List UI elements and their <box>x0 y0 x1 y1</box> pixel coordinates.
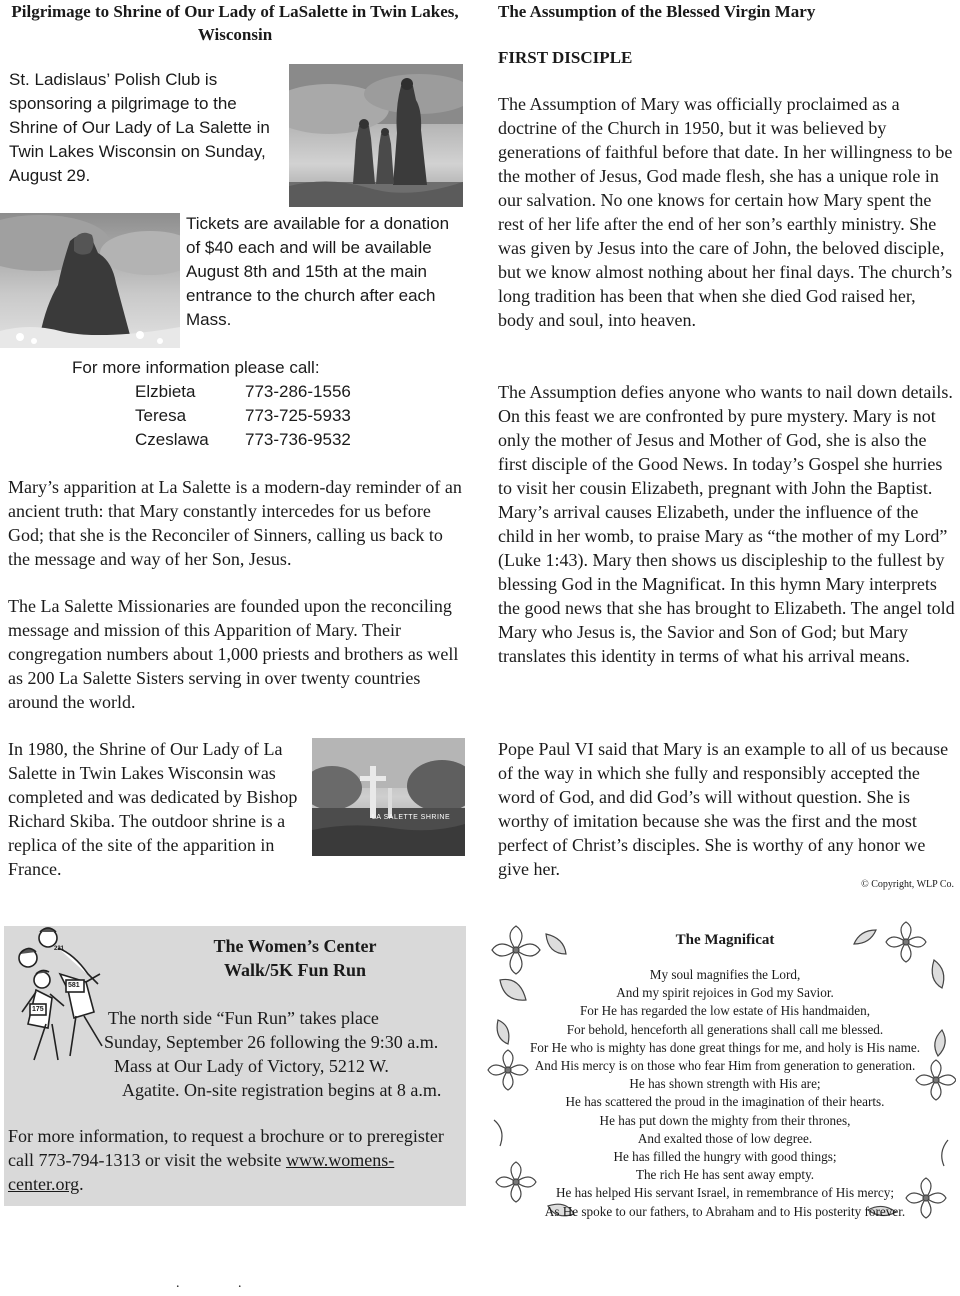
la-salette-shrine-photo <box>312 738 465 856</box>
period: . <box>79 1174 84 1194</box>
magnificat-line: My soul magnifies the Lord, <box>649 967 801 982</box>
contact-phone: 773-725-5933 <box>245 406 351 425</box>
shrine-history-paragraph: In 1980, the Shrine of Our Lady of La Salette in Twin Lakes Wisconsin was completed and was dedicated by Bishop Richard Skiba. The outdoor shrine is a replica of the site of the apparition in France. <box>8 739 298 879</box>
contact-phone: 773-286-1556 <box>245 382 351 401</box>
contact-name: Czeslawa <box>135 430 209 449</box>
missionaries-paragraph: The La Salette Missionaries are founded upon the reconciling message and mission of this Apparition of Mary. Their congregation numbers about 1,000 priests and brothers as well as 200 La Salette Sisters serving in over twenty countries around the world. <box>8 596 459 712</box>
walk-run-title <box>150 934 440 982</box>
magnificat-line: He has shown strength with His are; <box>629 1076 821 1092</box>
assumption-paragraph-2: The Assumption defies anyone who wants to nail down details. On this feast we are confronted by pure mystery. Mary is not only the mother of Jesus and Mother of God, she is also the first disciple of the Good News. In today’s Gospel she hurries to visit her cousin Elizabeth, pregnant with John the Baptist. Mary’s arrival causes Elizabeth, under the influence of the child in her womb, to praise Mary as “the mother of my Lord” (Luke 1:43). Mary then shows us discipleship to the fullest by blessing God in the Magnificat. In this hymn Mary interprets the good news that she has brought to Elizabeth. The angel told Mary who Jesus is, the Savior and Son of God; but Mary translates this identity in terms of what his arrival means. <box>498 382 955 666</box>
walk-line: Mass at Our Lady of Victory, 5212 W. <box>114 1056 389 1076</box>
magnificat-line: For He has regarded the low estate of His handmaiden, <box>579 1003 871 1019</box>
magnificat-line: He has filled the hungry with good things; <box>613 1149 837 1165</box>
magnificat-line: The rich He has sent away empty. <box>635 1167 815 1183</box>
pilgrimage-title: Pilgrimage to Shrine of Our Lady of LaSalette in Twin Lakes, Wisconsin <box>11 2 459 44</box>
magnificat-title: The Magnificat <box>675 932 775 948</box>
shrine-statue-photo <box>289 64 463 207</box>
womens-center-website-link[interactable]: www.womens-center.org <box>8 1150 395 1194</box>
apparition-paragraph: Mary’s apparition at La Salette is a modern-day reminder of an ancient truth: that Mary constantly intercedes for us before God; that she is the Reconciler of Sinners, calling us back to the message and way of her Son, Jesus. <box>8 477 462 569</box>
contact-row <box>135 428 351 452</box>
walk-line: Sunday, September 26 following the 9:30 a.m. <box>104 1032 439 1052</box>
pilgrimage-intro: St. Ladislaus’ Polish Club is sponsoring a pilgrimage to the Shrine of Our Lady of La Salette in Twin Lakes Wisconsin on Sunday, August 29. <box>9 70 270 185</box>
contact-name: Teresa <box>135 406 187 425</box>
magnificat-line: For behold, henceforth all generations shall call me blessed. <box>566 1021 884 1037</box>
seated-mary-statue-photo <box>0 213 180 348</box>
contact-row <box>135 380 351 404</box>
contact-row <box>135 404 351 428</box>
race-bib: 175 <box>32 1006 44 1013</box>
walk-run-title-line-2: Walk/5K Fun Run <box>223 960 367 980</box>
assumption-paragraph-1: The Assumption of Mary was officially proclaimed as a doctrine of the Church in 1950, but it was believed by generations of faithful before that date. In her willingness to be the mother of Jesus, God made flesh, she has a unique role in our salvation. No one knows for certain how Mary spent the rest of her life after the end of her son’s earthly ministry. She was given by Jesus into the care of John, the beloved disciple, but we know almost nothing about her final days. The church’s long tradition has been that when she died God raised her, body and soul, into heaven. <box>498 94 953 330</box>
assumption-paragraph-3: Pope Paul VI said that Mary is an example to all of us because of the way in which she fully and responsibly accepted the word of God, and did God’s will without question. She is worthy of imitation because she was the first and the most perfect of Christ’s disciples. She is worthy of any honor we give her. <box>498 739 949 879</box>
magnificat-line: For He who is mighty has done great things for me, and holy is His name. <box>529 1039 921 1055</box>
walk-more-info-text: For more information, to request a brochure or to preregister call 773-794-1313 or visit the website <box>8 1126 444 1170</box>
magnificat-text <box>496 966 954 1221</box>
magnificat-line: And His mercy is on those who fear Him from generation to generation. <box>534 1058 916 1074</box>
assumption-title: The Assumption of the Blessed Virgin Mary <box>498 2 816 21</box>
footer-dot: . <box>238 1276 242 1291</box>
footer-dot: . <box>176 1276 180 1291</box>
race-bib: 221 <box>54 946 65 952</box>
magnificat-line: And my spirit rejoices in God my Savior. <box>616 985 834 1001</box>
contact-name: Elzbieta <box>135 382 196 401</box>
shrine-sign-text: LA SALETTE SHRINE <box>372 814 451 821</box>
contact-phone: 773-736-9532 <box>245 430 351 449</box>
walk-run-title-line-1: The Women’s Center <box>213 936 377 956</box>
race-bib: 581 <box>68 982 80 989</box>
runners-illustration <box>6 924 110 1064</box>
magnificat-line: And exalted those of low degree. <box>637 1130 813 1146</box>
call-prompt: For more information please call: <box>72 358 320 377</box>
first-disciple-heading: FIRST DISCIPLE <box>498 48 633 67</box>
magnificat-line: As He spoke to our fathers, to Abraham and to His posterity forever. <box>544 1203 906 1219</box>
walk-line: The north side “Fun Run” takes place <box>108 1008 379 1028</box>
magnificat-line: He has helped His servant Israel, in remembrance of His mercy; <box>556 1185 894 1201</box>
walk-line: Agatite. On-site registration begins at 8 a.m. <box>122 1080 442 1100</box>
tickets-info: Tickets are available for a donation of $40 each and will be available August 8th and 15th at the main entrance to the church after each Mass. <box>186 214 450 329</box>
magnificat-line: He has put down the mighty from their thrones, <box>599 1112 851 1128</box>
copyright-note: © Copyright, WLP Co. <box>861 879 954 890</box>
magnificat-line: He has scattered the proud in the imagination of their hearts. <box>565 1094 885 1110</box>
walk-more-info <box>8 1124 462 1196</box>
contact-list <box>135 380 351 452</box>
